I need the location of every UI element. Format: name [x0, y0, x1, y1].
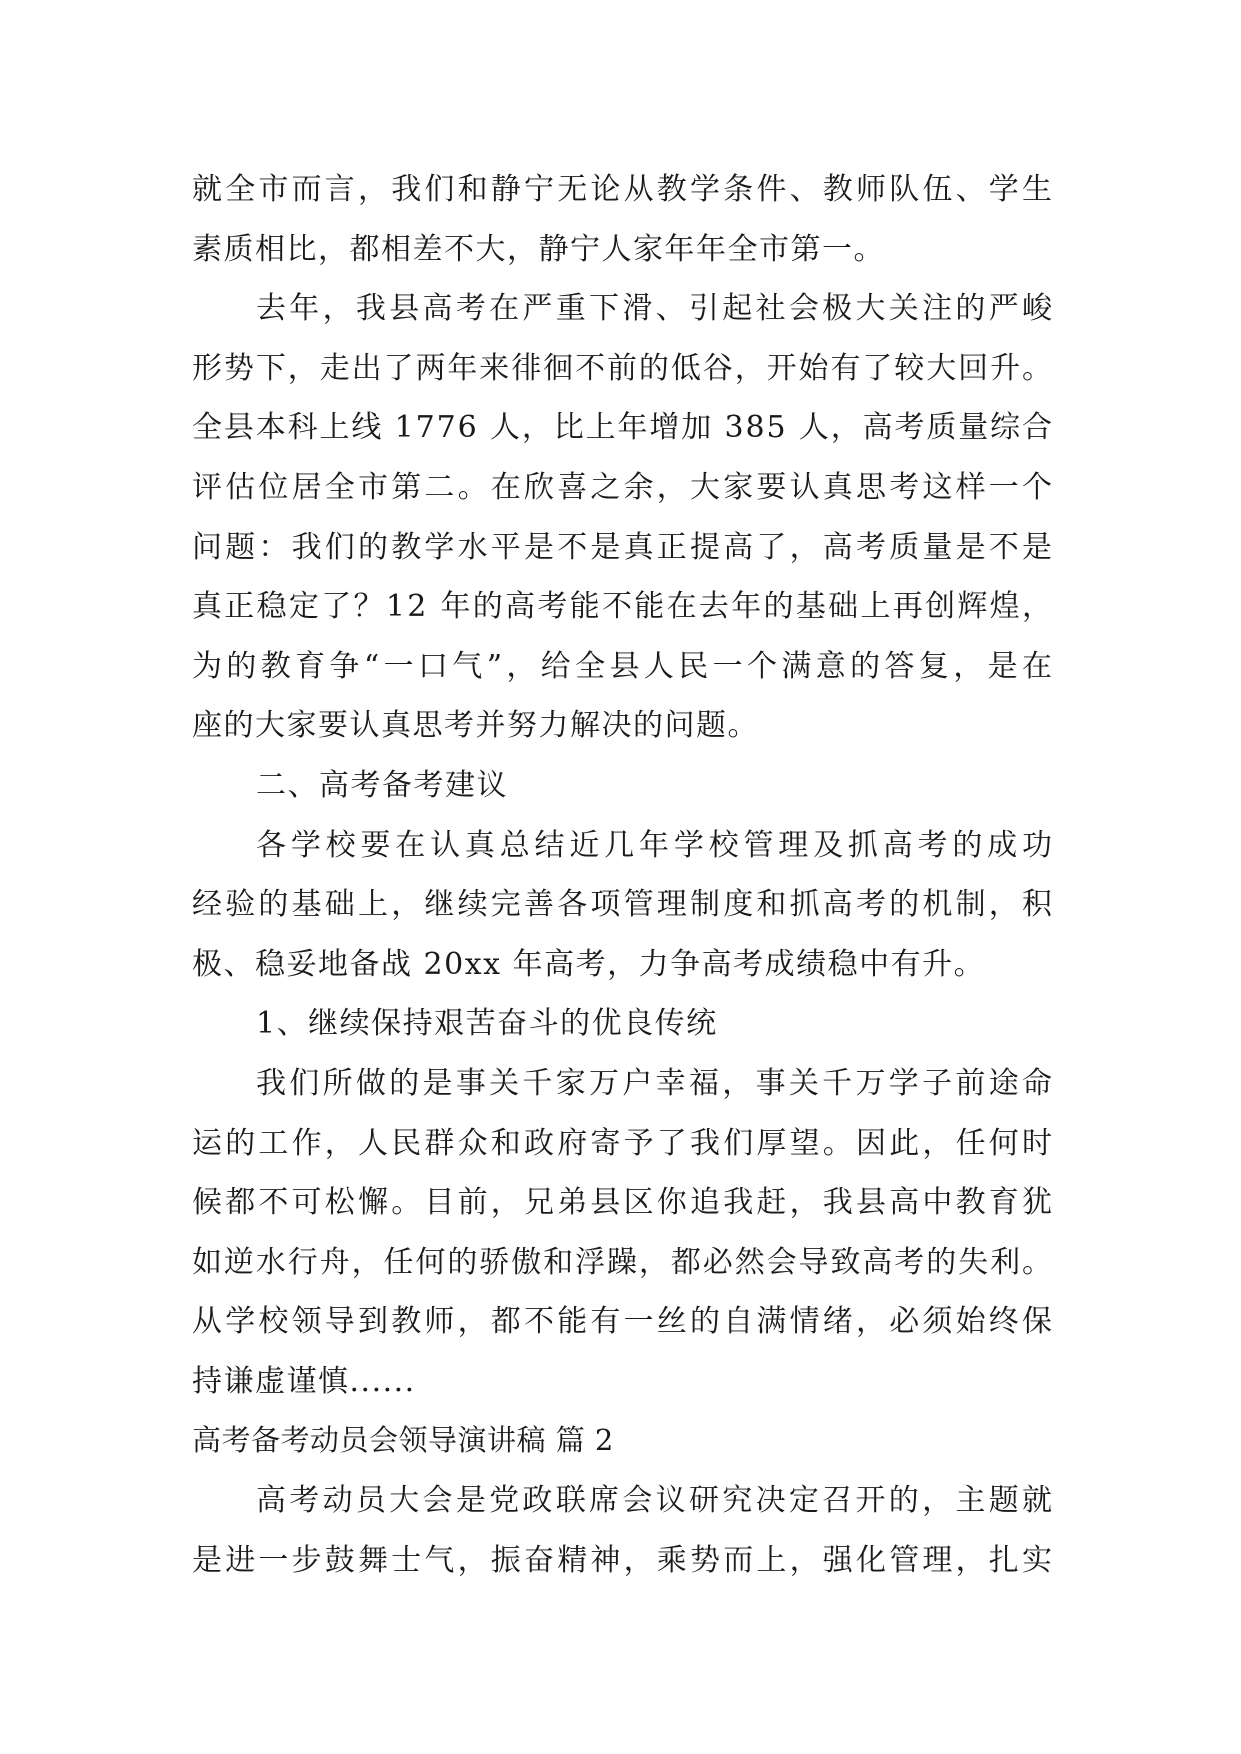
- document-body: [192, 160, 1057, 1590]
- paragraph-line: 形势下，走出了两年来徘徊不前的低谷，开始有了较大回升。: [192, 350, 1054, 386]
- paragraph-line: 如逆水行舟，任何的骄傲和浮躁，都必然会导致高考的失利。: [192, 1244, 1054, 1280]
- subsection-heading: 1、继续保持艰苦奋斗的优良传统: [256, 1006, 718, 1042]
- paragraph-line: 持谦虚谨慎......: [192, 1363, 416, 1399]
- paragraph-line: 素质相比，都相差不大，静宁人家年年全市第一。: [192, 231, 885, 267]
- article-title: 高考备考动员会领导演讲稿 篇 2: [192, 1423, 614, 1458]
- paragraph-line: 是进一步鼓舞士气，振奋精神，乘势而上，强化管理，扎实: [192, 1542, 1056, 1578]
- paragraph-line: 真正稳定了？12 年的高考能不能在去年的基础上再创辉煌，: [192, 589, 1055, 625]
- paragraph-line: 从学校领导到教师，都不能有一丝的自满情绪，必须始终保: [192, 1304, 1056, 1340]
- paragraph-line: 评估位居全市第二。在欣喜之余，大家要认真思考这样一个: [192, 469, 1056, 505]
- section-heading: 二、高考备考建议: [256, 767, 508, 803]
- paragraph-line: 极、稳妥地备战 20xx 年高考，力争高考成绩稳中有升。: [192, 946, 986, 982]
- paragraph-line: 候都不可松懈。目前，兄弟县区你追我赶，我县高中教育犹: [192, 1185, 1056, 1221]
- paragraph-line: 去年，我县高考在严重下滑、引起社会极大关注的严峻: [256, 291, 1056, 327]
- paragraph-line: 各学校要在认真总结近几年学校管理及抓高考的成功: [256, 827, 1057, 863]
- paragraph-line: 为的教育争“一口气”，给全县人民一个满意的答复，是在: [192, 648, 1057, 684]
- paragraph-line: 我们所做的是事关千家万户幸福，事关千万学子前途命: [256, 1065, 1056, 1101]
- paragraph-line: 座的大家要认真思考并努力解决的问题。: [192, 708, 759, 744]
- paragraph-line: 运的工作，人民群众和政府寄予了我们厚望。因此，任何时: [192, 1125, 1056, 1161]
- paragraph-line: 高考动员大会是党政联席会议研究决定召开的，主题就: [256, 1483, 1056, 1519]
- paragraph-line: 就全市而言，我们和静宁无论从教学条件、教师队伍、学生: [192, 172, 1056, 207]
- paragraph-line: 问题：我们的教学水平是不是真正提高了，高考质量是不是: [192, 529, 1056, 565]
- paragraph-line: 经验的基础上，继续完善各项管理制度和抓高考的机制，积: [192, 887, 1056, 923]
- paragraph-line: 全县本科上线 1776 人，比上年增加 385 人，高考质量综合: [192, 410, 1054, 446]
